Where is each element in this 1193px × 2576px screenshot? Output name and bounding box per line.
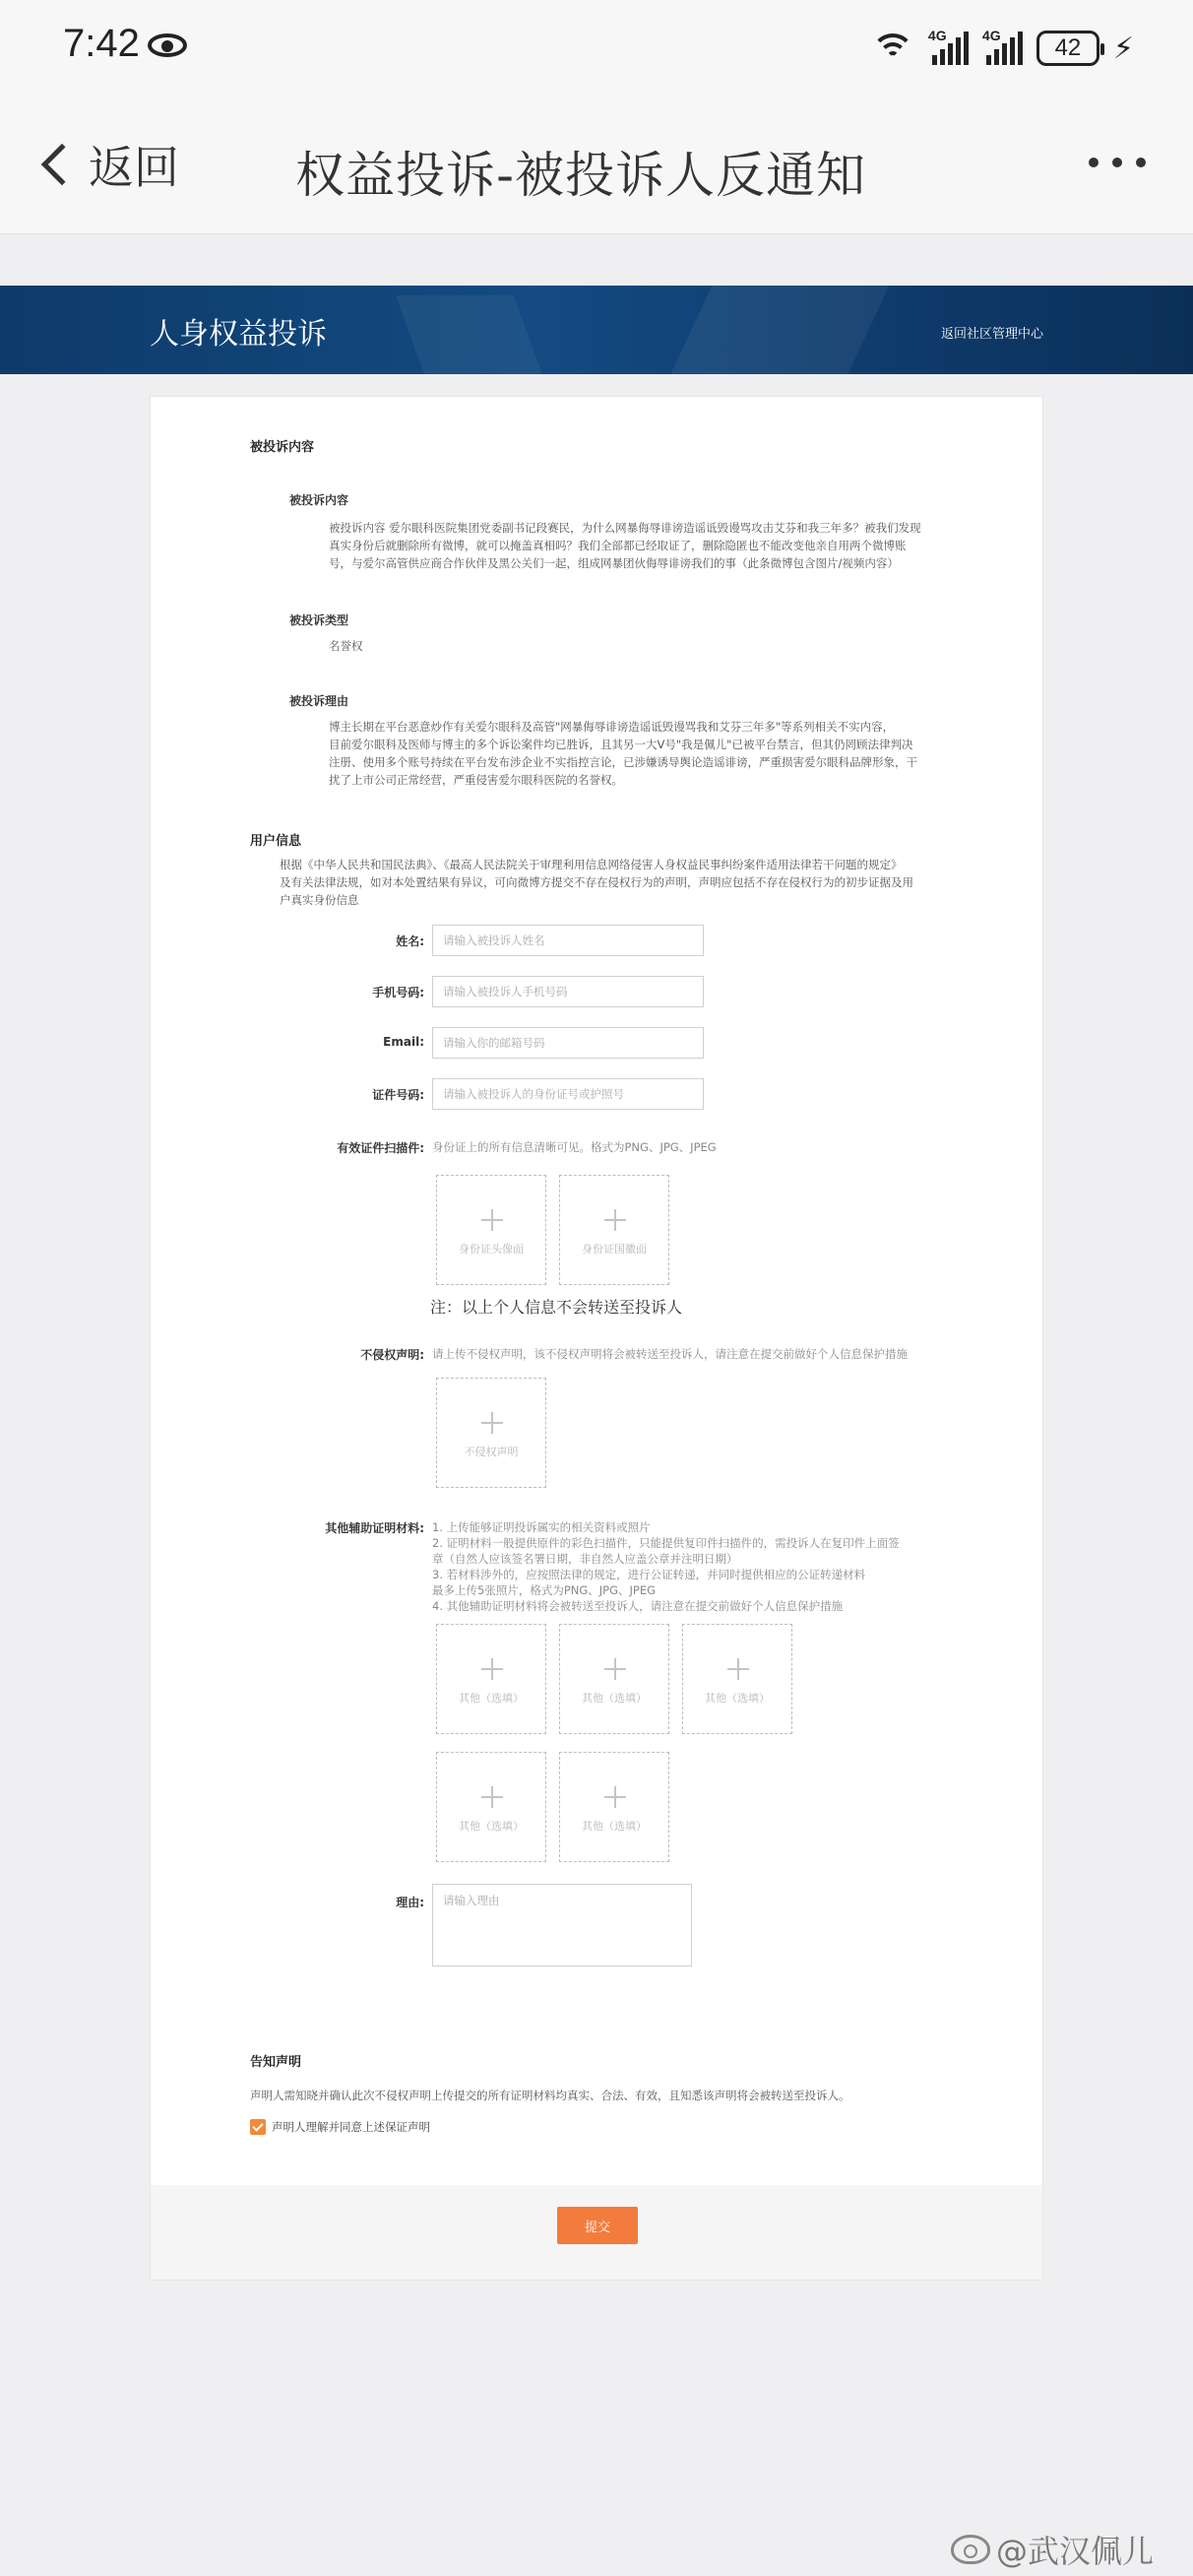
status-bar xyxy=(0,0,1193,95)
name-input[interactable] xyxy=(432,925,704,956)
notice-text: 声明人需知晓并确认此次不侵权声明上传提交的所有证明材料均真实、合法、有效，且知悉该声明将会被转送至投诉人。 xyxy=(250,2089,850,2102)
battery-icon xyxy=(1036,31,1099,66)
phone-label: 手机号码: xyxy=(372,986,424,999)
agree-label: 声明人理解并同意上述保证声明 xyxy=(272,2120,430,2134)
complaint-reason-label: 被投诉理由 xyxy=(289,694,349,708)
id-scan-label: 有效证件扫描件: xyxy=(337,1141,424,1155)
evidence-hint: 1. 上传能够证明投诉属实的相关资料或照片 2. 证明材料一般提供原件的彩色扫描件，只能提供复印件扫描件的，需投诉人在复印件上面签 章（自然人应该签名署日期，非自然人应盖公章并注明日期） 3. 若材料涉外的，应按照法律的规定，进行公证转递，并同时提供相应的公证转递材料 最多上传5张照片，格式为PNG、JPG、JPEG 4. 其他辅助证明材料将会被转送至投诉人，请注意在提交前做好个人信息保护措施 xyxy=(432,1520,900,1613)
statement-caption: 不侵权声明 xyxy=(464,1446,519,1458)
status-time: 7:42 xyxy=(63,22,140,65)
evidence-caption: 其他（选填） xyxy=(459,1820,524,1833)
signal-icon-1 xyxy=(927,28,969,65)
complaint-section-title: 被投诉内容 xyxy=(250,440,315,455)
id-front-caption: 身份证头像面 xyxy=(459,1243,524,1256)
statement-upload[interactable] xyxy=(436,1378,546,1488)
weibo-icon xyxy=(951,2535,990,2564)
signal-label-1: 4G xyxy=(927,28,947,43)
evidence-upload-3[interactable] xyxy=(682,1624,792,1734)
back-label: 返回 xyxy=(89,141,179,194)
reason-label: 理由: xyxy=(396,1896,424,1909)
evidence-upload-1[interactable] xyxy=(436,1624,546,1734)
charging-bolt-icon: ⚡ xyxy=(1112,31,1134,66)
plus-icon xyxy=(727,1658,749,1680)
watermark xyxy=(951,2527,1154,2572)
evidence-upload-5[interactable] xyxy=(559,1752,669,1862)
phone-input[interactable] xyxy=(432,976,704,1007)
form-card xyxy=(150,396,1043,2281)
plus-icon xyxy=(481,1209,503,1231)
notice-section-title: 告知声明 xyxy=(250,2055,302,2070)
email-label: Email: xyxy=(383,1035,424,1049)
id-back-upload[interactable] xyxy=(559,1175,669,1285)
status-icons xyxy=(871,26,1134,71)
id-scan-hint: 身份证上的所有信息清晰可见。格式为PNG、JPG、JPEG xyxy=(432,1140,717,1154)
battery-level: 42 xyxy=(1054,34,1082,61)
evidence-upload-2[interactable] xyxy=(559,1624,669,1734)
plus-icon xyxy=(481,1786,503,1808)
eye-icon xyxy=(148,33,187,57)
complaint-content-text: 被投诉内容 爱尔眼科医院集团党委副书记段赛民，为什么网暴侮辱诽谤造谣诋毁谩骂攻击艾芬和我三年多？被我们发现 真实身份后就删除所有微博，就可以掩盖真相吗？我们全部都已经取证了，删除隐匿也不能改变他亲自用两个微博账 号，与爱尔高管供应商合作伙伴及黑公关们一起，组成网暴团伙侮辱诽谤我们的事（此条微博包含图片/视频内容） xyxy=(329,521,921,570)
page-title: 权益投诉-被投诉人反通知 xyxy=(295,147,867,204)
plus-icon xyxy=(604,1658,626,1680)
plus-icon xyxy=(604,1209,626,1231)
app-bar xyxy=(0,95,1193,234)
name-label: 姓名: xyxy=(396,934,424,948)
submit-button[interactable]: 提交 xyxy=(557,2207,638,2244)
privacy-note: 注：以上个人信息不会转送至投诉人 xyxy=(430,1298,683,1317)
id-number-label: 证件号码: xyxy=(372,1088,424,1102)
complaint-type-label: 被投诉类型 xyxy=(289,613,349,627)
statement-label: 不侵权声明: xyxy=(360,1348,424,1362)
id-back-caption: 身份证国徽面 xyxy=(582,1243,647,1256)
watermark-text: @武汉佩儿 xyxy=(995,2533,1154,2570)
plus-icon xyxy=(481,1412,503,1434)
signal-icon-2 xyxy=(981,28,1023,65)
more-menu-icon[interactable] xyxy=(1089,158,1146,167)
signal-label-2: 4G xyxy=(981,28,1001,43)
evidence-caption: 其他（选填） xyxy=(705,1692,770,1705)
complaint-content-label: 被投诉内容 xyxy=(289,493,349,507)
evidence-caption: 其他（选填） xyxy=(459,1692,524,1705)
user-info-intro: 根据《中华人民共和国民法典》、《最高人民法院关于审理利用信息网络侵害人身权益民事纠纷案件适用法律若干问题的规定》 及有关法律法规，如对本处置结果有异议，可向微博方提交不存在侵权行为的声明，声明应包括不存在侵权行为的初步证据及用 户真实身份信息 xyxy=(280,858,913,907)
evidence-caption: 其他（选填） xyxy=(582,1692,647,1705)
back-button[interactable] xyxy=(33,132,179,197)
evidence-caption: 其他（选填） xyxy=(582,1820,647,1833)
plus-icon xyxy=(481,1658,503,1680)
email-input[interactable] xyxy=(432,1027,704,1059)
wifi-icon xyxy=(871,32,914,65)
id-front-upload[interactable] xyxy=(436,1175,546,1285)
reason-textarea[interactable] xyxy=(432,1884,692,1966)
complaint-type-value: 名誉权 xyxy=(329,639,363,653)
statement-hint: 请上传不侵权声明，该不侵权声明将会被转送至投诉人，请注意在提交前做好个人信息保护措施 xyxy=(432,1347,908,1361)
id-number-input[interactable] xyxy=(432,1078,704,1110)
user-info-section-title: 用户信息 xyxy=(250,834,302,849)
plus-icon xyxy=(604,1786,626,1808)
evidence-upload-4[interactable] xyxy=(436,1752,546,1862)
banner-title: 人身权益投诉 xyxy=(150,317,327,352)
agree-row xyxy=(250,2118,430,2136)
header-banner xyxy=(0,286,1193,374)
agree-checkbox[interactable] xyxy=(250,2119,266,2135)
evidence-label: 其他辅助证明材料: xyxy=(325,1521,424,1535)
chevron-left-icon xyxy=(41,144,83,185)
return-management-link[interactable]: 返回社区管理中心 xyxy=(940,327,1043,342)
complaint-reason-text: 博主长期在平台恶意炒作有关爱尔眼科及高管"网暴侮辱诽谤造谣诋毁谩骂我和艾芬三年多"等系列相关不实内容， 目前爱尔眼科及医师与博主的多个诉讼案件均已胜诉，且其另一大V号"我是佩儿"已被平台禁言，但其仍罔顾法律判决 注册、使用多个账号持续在平台发布涉企业不实指控言论，已涉嫌诱导舆论造谣诽谤，严重损害爱尔眼科品牌形象，干 扰了上市公司正常经营，严重侵害爱尔眼科医院的名誉权。 xyxy=(329,720,917,787)
